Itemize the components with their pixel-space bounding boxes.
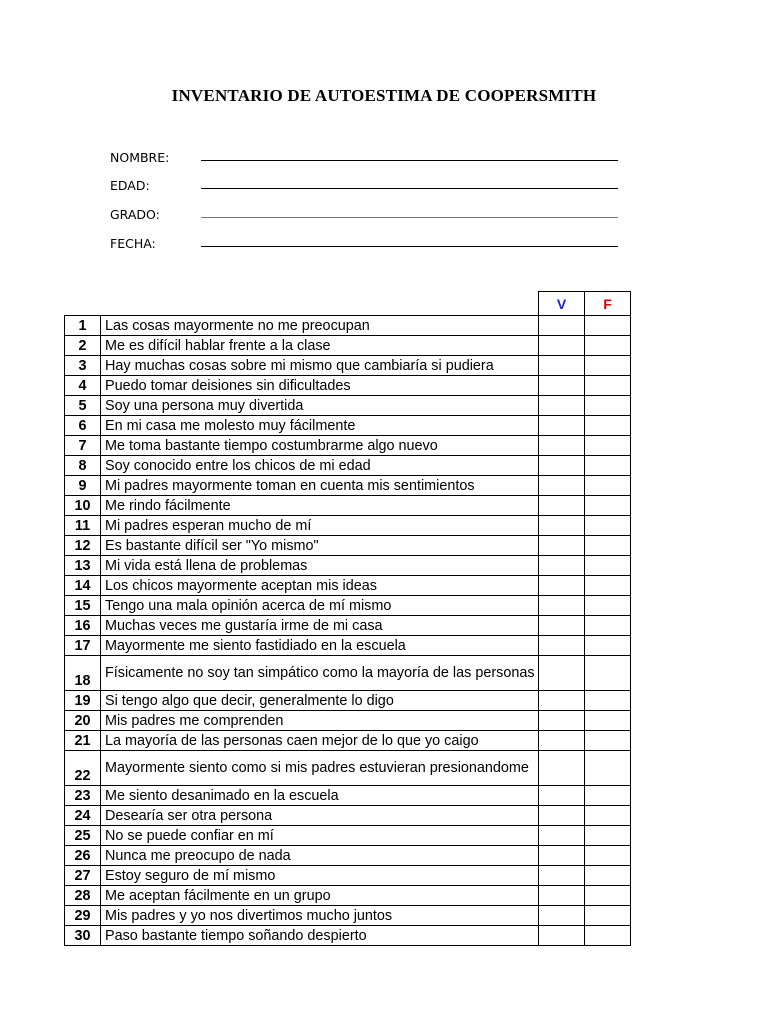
item-statement: Me toma bastante tiempo costumbrarme algo nuevo — [101, 436, 539, 456]
answer-v-cell[interactable] — [539, 636, 585, 656]
item-statement: Soy conocido entre los chicos de mi edad — [101, 456, 539, 476]
answer-v-cell[interactable] — [539, 596, 585, 616]
answer-v-cell[interactable] — [539, 786, 585, 806]
item-statement: Mis padres me comprenden — [101, 711, 539, 731]
edad-label: EDAD: — [110, 178, 150, 193]
answer-v-cell[interactable] — [539, 536, 585, 556]
item-statement: Es bastante difícil ser "Yo mismo" — [101, 536, 539, 556]
table-row — [65, 476, 631, 496]
table-row — [65, 656, 631, 691]
table-row — [65, 356, 631, 376]
answer-v-cell[interactable] — [539, 691, 585, 711]
answer-v-cell[interactable] — [539, 751, 585, 786]
item-statement: No se puede confiar en mí — [101, 826, 539, 846]
item-number: 29 — [65, 906, 101, 926]
item-number: 10 — [65, 496, 101, 516]
table-row — [65, 496, 631, 516]
item-statement: Muchas veces me gustaría irme de mi casa — [101, 616, 539, 636]
nombre-label: NOMBRE: — [110, 150, 170, 165]
item-statement: Mis padres y yo nos divertimos mucho juntos — [101, 906, 539, 926]
answer-v-cell[interactable] — [539, 886, 585, 906]
table-row — [65, 826, 631, 846]
answer-f-cell[interactable] — [585, 826, 631, 846]
answer-f-cell[interactable] — [585, 396, 631, 416]
answer-v-cell[interactable] — [539, 396, 585, 416]
item-statement: Me siento desanimado en la escuela — [101, 786, 539, 806]
answer-f-cell[interactable] — [585, 436, 631, 456]
answer-f-cell[interactable] — [585, 516, 631, 536]
answer-v-cell[interactable] — [539, 336, 585, 356]
table-row — [65, 906, 631, 926]
table-row — [65, 846, 631, 866]
table-row — [65, 636, 631, 656]
item-statement: Si tengo algo que decir, generalmente lo digo — [101, 691, 539, 711]
item-statement: En mi casa me molesto muy fácilmente — [101, 416, 539, 436]
item-statement: Soy una persona muy divertida — [101, 396, 539, 416]
answer-f-cell[interactable] — [585, 576, 631, 596]
answer-v-cell[interactable] — [539, 731, 585, 751]
item-number: 4 — [65, 376, 101, 396]
answer-f-cell[interactable] — [585, 906, 631, 926]
item-statement: Mi vida está llena de problemas — [101, 556, 539, 576]
item-number: 25 — [65, 826, 101, 846]
answer-f-cell[interactable] — [585, 496, 631, 516]
answer-v-cell[interactable] — [539, 356, 585, 376]
column-header-v: V — [539, 292, 585, 316]
item-number: 17 — [65, 636, 101, 656]
item-number: 5 — [65, 396, 101, 416]
answer-f-cell[interactable] — [585, 656, 631, 691]
item-statement: Me rindo fácilmente — [101, 496, 539, 516]
answer-f-cell[interactable] — [585, 711, 631, 731]
answer-v-cell[interactable] — [539, 496, 585, 516]
answer-f-cell[interactable] — [585, 691, 631, 711]
table-row — [65, 376, 631, 396]
edad-field[interactable] — [110, 178, 618, 198]
table-row — [65, 416, 631, 436]
answer-f-cell[interactable] — [585, 751, 631, 786]
answer-v-cell[interactable] — [539, 456, 585, 476]
answer-f-cell[interactable] — [585, 536, 631, 556]
item-statement: Me es difícil hablar frente a la clase — [101, 336, 539, 356]
answer-f-cell[interactable] — [585, 786, 631, 806]
table-row — [65, 536, 631, 556]
table-row — [65, 926, 631, 946]
table-row — [65, 711, 631, 731]
answer-f-cell[interactable] — [585, 616, 631, 636]
table-row — [65, 316, 631, 336]
table-row — [65, 786, 631, 806]
header-blank-num — [65, 292, 101, 316]
item-statement: Las cosas mayormente no me preocupan — [101, 316, 539, 336]
table-row — [65, 806, 631, 826]
answer-f-cell[interactable] — [585, 886, 631, 906]
answer-f-cell[interactable] — [585, 376, 631, 396]
item-number: 26 — [65, 846, 101, 866]
item-statement: La mayoría de las personas caen mejor de lo que yo caigo — [101, 731, 539, 751]
item-number: 13 — [65, 556, 101, 576]
answer-f-cell[interactable] — [585, 416, 631, 436]
fecha-line[interactable] — [201, 246, 618, 247]
answer-f-cell[interactable] — [585, 336, 631, 356]
answer-f-cell[interactable] — [585, 596, 631, 616]
answer-f-cell[interactable] — [585, 476, 631, 496]
item-number: 1 — [65, 316, 101, 336]
fecha-field[interactable] — [110, 236, 618, 256]
item-statement: Mayormente siento como si mis padres estuvieran presionandome — [101, 751, 539, 786]
grado-field[interactable] — [110, 207, 618, 227]
inventory-table — [64, 291, 631, 946]
item-number: 6 — [65, 416, 101, 436]
item-statement: Me aceptan fácilmente en un grupo — [101, 886, 539, 906]
item-number: 7 — [65, 436, 101, 456]
item-number: 22 — [65, 751, 101, 786]
table-row — [65, 396, 631, 416]
table-row — [65, 731, 631, 751]
answer-f-cell[interactable] — [585, 636, 631, 656]
table-row — [65, 516, 631, 536]
answer-v-cell[interactable] — [539, 556, 585, 576]
answer-v-cell[interactable] — [539, 866, 585, 886]
item-statement: Los chicos mayormente aceptan mis ideas — [101, 576, 539, 596]
nombre-field[interactable] — [110, 150, 618, 170]
table-row — [65, 616, 631, 636]
nombre-line[interactable] — [201, 160, 618, 161]
page-title: INVENTARIO DE AUTOESTIMA DE COOPERSMITH — [171, 86, 597, 105]
header-blank-text — [101, 292, 539, 316]
item-number: 2 — [65, 336, 101, 356]
item-number: 21 — [65, 731, 101, 751]
item-statement: Mayormente me siento fastidiado en la escuela — [101, 636, 539, 656]
table-row — [65, 576, 631, 596]
answer-f-cell[interactable] — [585, 806, 631, 826]
item-number: 3 — [65, 356, 101, 376]
column-header-f: F — [585, 292, 631, 316]
item-number: 8 — [65, 456, 101, 476]
item-number: 12 — [65, 536, 101, 556]
answer-v-cell[interactable] — [539, 576, 585, 596]
answer-v-cell[interactable] — [539, 656, 585, 691]
answer-v-cell[interactable] — [539, 476, 585, 496]
item-statement: Nunca me preocupo de nada — [101, 846, 539, 866]
answer-f-cell[interactable] — [585, 926, 631, 946]
table-row — [65, 556, 631, 576]
answer-v-cell[interactable] — [539, 806, 585, 826]
answer-v-cell[interactable] — [539, 416, 585, 436]
item-number: 16 — [65, 616, 101, 636]
answer-f-cell[interactable] — [585, 731, 631, 751]
grado-label: GRADO: — [110, 207, 160, 222]
answer-v-cell[interactable] — [539, 516, 585, 536]
answer-v-cell[interactable] — [539, 926, 585, 946]
item-statement: Físicamente no soy tan simpático como la mayoría de las personas — [101, 656, 539, 691]
item-number: 18 — [65, 656, 101, 691]
answer-v-cell[interactable] — [539, 711, 585, 731]
table-row — [65, 336, 631, 356]
answer-f-cell[interactable] — [585, 356, 631, 376]
table-row — [65, 751, 631, 786]
answer-v-cell[interactable] — [539, 846, 585, 866]
answer-v-cell[interactable] — [539, 826, 585, 846]
item-statement: Desearía ser otra persona — [101, 806, 539, 826]
item-number: 28 — [65, 886, 101, 906]
answer-f-cell[interactable] — [585, 556, 631, 576]
item-number: 11 — [65, 516, 101, 536]
answer-v-cell[interactable] — [539, 436, 585, 456]
item-number: 30 — [65, 926, 101, 946]
item-number: 24 — [65, 806, 101, 826]
fecha-label: FECHA: — [110, 236, 156, 251]
grado-line[interactable] — [201, 217, 618, 218]
answer-f-cell[interactable] — [585, 456, 631, 476]
table-row — [65, 436, 631, 456]
item-statement: Hay muchas cosas sobre mi mismo que cambiaría si pudiera — [101, 356, 539, 376]
item-statement: Estoy seguro de mí mismo — [101, 866, 539, 886]
item-number: 23 — [65, 786, 101, 806]
item-number: 14 — [65, 576, 101, 596]
item-number: 27 — [65, 866, 101, 886]
item-statement: Puedo tomar deisiones sin dificultades — [101, 376, 539, 396]
answer-v-cell[interactable] — [539, 616, 585, 636]
answer-f-cell[interactable] — [585, 846, 631, 866]
item-number: 19 — [65, 691, 101, 711]
item-statement: Tengo una mala opinión acerca de mí mismo — [101, 596, 539, 616]
table-row — [65, 691, 631, 711]
answer-f-cell[interactable] — [585, 866, 631, 886]
table-row — [65, 596, 631, 616]
answer-v-cell[interactable] — [539, 906, 585, 926]
item-statement: Mi padres esperan mucho de mí — [101, 516, 539, 536]
item-number: 9 — [65, 476, 101, 496]
answer-v-cell[interactable] — [539, 316, 585, 336]
table-row — [65, 866, 631, 886]
answer-f-cell[interactable] — [585, 316, 631, 336]
item-statement: Paso bastante tiempo soñando despierto — [101, 926, 539, 946]
item-number: 15 — [65, 596, 101, 616]
table-header-row — [65, 292, 631, 316]
table-row — [65, 886, 631, 906]
table-row — [65, 456, 631, 476]
answer-v-cell[interactable] — [539, 376, 585, 396]
edad-line[interactable] — [201, 188, 618, 189]
item-statement: Mi padres mayormente toman en cuenta mis sentimientos — [101, 476, 539, 496]
item-number: 20 — [65, 711, 101, 731]
